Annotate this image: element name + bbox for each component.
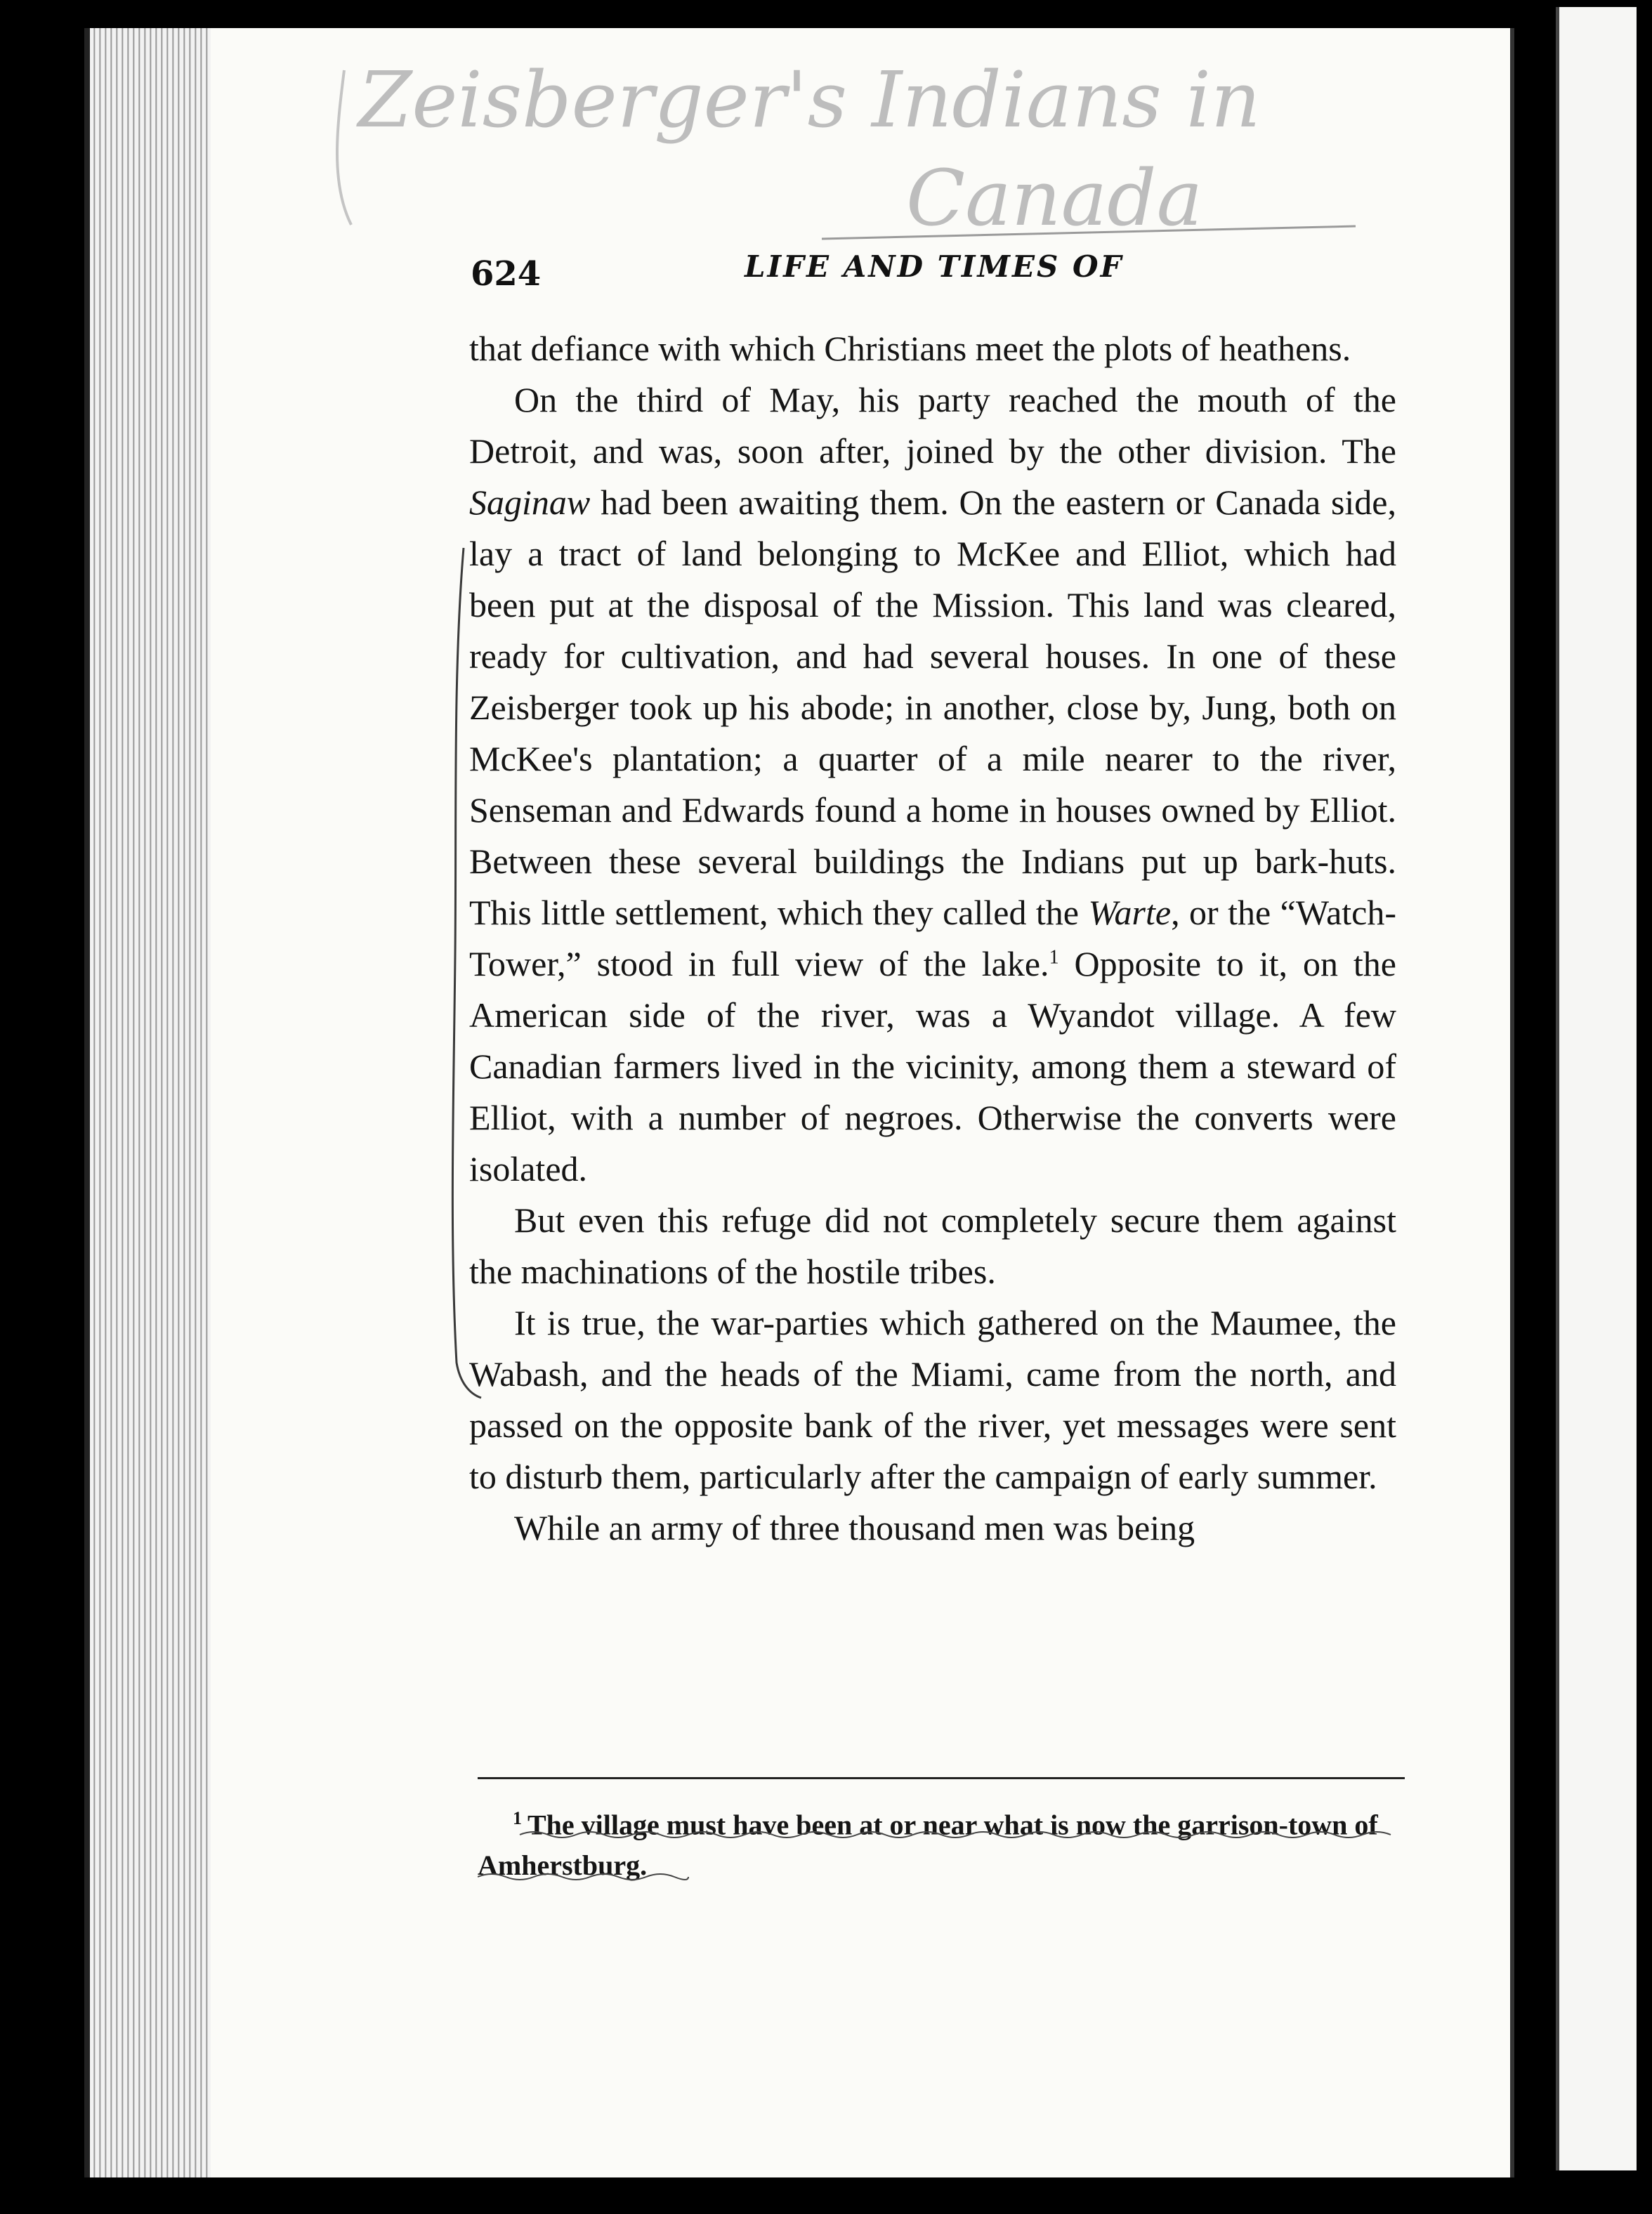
paragraph-2 bbox=[469, 374, 1396, 1195]
footnote-mark: 1 bbox=[513, 1808, 522, 1828]
running-head: LIFE AND TIMES OF bbox=[745, 249, 1124, 284]
term-warte: Warte bbox=[1088, 893, 1172, 932]
paragraph-1: that defiance with which Christians meet the plots of heathens. bbox=[469, 329, 1351, 368]
ship-name-saginaw: Saginaw bbox=[469, 483, 591, 522]
handwritten-note-line1: Zeisberger's Indians in bbox=[358, 55, 1261, 145]
handwritten-note-line2: Canada bbox=[906, 153, 1203, 243]
footnote-reference: 1 bbox=[1049, 946, 1059, 969]
paragraph-2-text-b: had been awaiting them. On the eastern or Canada side, lay a tract of land belonging to McKee and Elliot, which had been put at the disposal of the Mission. This land was cleared, ready for cultivation, and had several houses. In one of these Zeisberger took up his abode; in another, close by, Jung, both on McKee's plantation; a quarter of a mile nearer to the river, Senseman and Edwards found a home in houses owned by Elliot. Between these several buildings the Indians put up bark-huts. This little settlement, which they called the bbox=[469, 483, 1396, 932]
footnote-text: The village must have been at or near what is now the garrison-town of Amherstburg. bbox=[478, 1809, 1378, 1882]
paragraph-4: It is true, the war-parties which gathered on the Maumee, the Wabash, and the heads of the Miami, came from the north, and passed on the opposite bank of the river, yet messages were sent to disturb them, particularly after the campaign of early summer. bbox=[469, 1303, 1396, 1496]
paragraph-3: But even this refuge did not completely secure them against the machinations of the hostile tribes. bbox=[469, 1200, 1396, 1291]
paragraph-2-text-c: , or the “Watch-Tower,” stood in full view of the lake. bbox=[469, 893, 1396, 983]
body-text bbox=[469, 323, 1396, 1554]
page-number: 624 bbox=[471, 254, 542, 294]
paragraph-2-text-d: Opposite to it, on the American side of the river, was a Wyandot village. A few Canadian farmers lived in the vicinity, among them a steward of Elliot, with a number of negroes. Otherwise the converts were isolated. bbox=[469, 944, 1396, 1188]
footnote bbox=[478, 1798, 1405, 1886]
footnote-divider bbox=[478, 1777, 1405, 1779]
book-page-edges bbox=[84, 28, 230, 2177]
facing-page-edge bbox=[1556, 7, 1637, 2170]
paragraph-5: While an army of three thousand men was being bbox=[514, 1508, 1195, 1547]
paragraph-2-text-a: On the third of May, his party reached the mouth of the Detroit, and was, soon after, joined by the other division. The bbox=[469, 380, 1396, 471]
